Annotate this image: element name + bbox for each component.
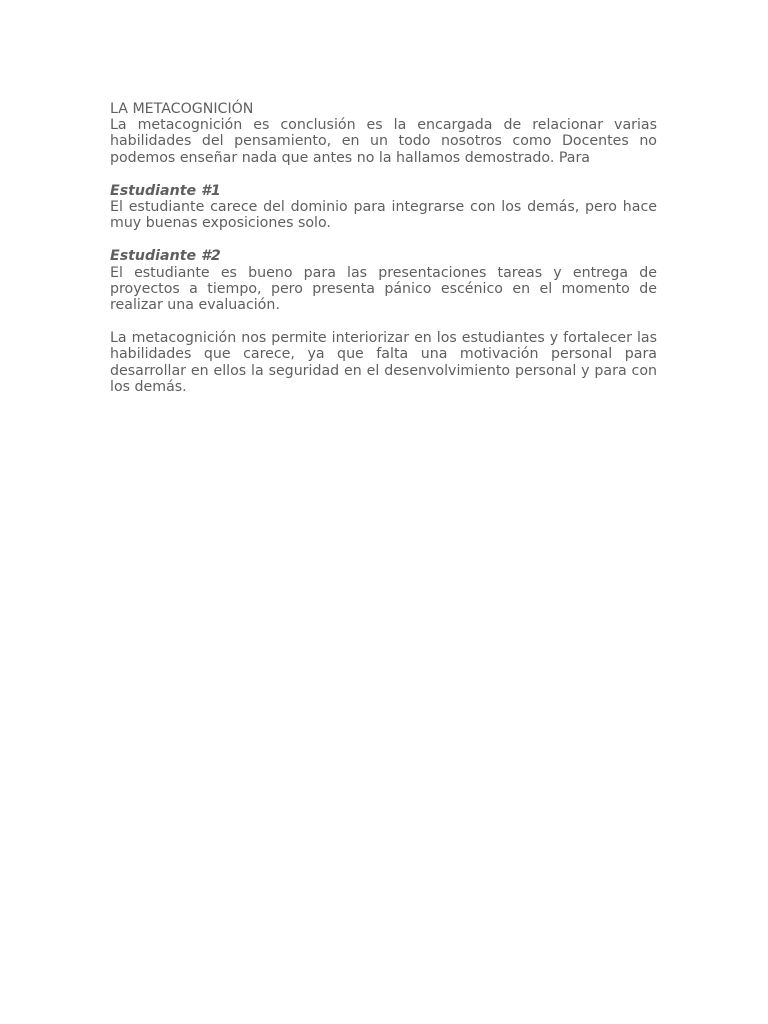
student1-paragraph: El estudiante carece del dominio para integrarse con los demás, pero hace muy buenas exposiciones solo. <box>110 199 657 232</box>
document-title: LA METACOGNICIÓN <box>110 101 254 117</box>
conclusion-paragraph: La metacognición nos permite interiorizar en los estudiantes y fortalecer las habilidades que carece, ya que falta una motivación personal para desarrollar en ellos la seguridad en el desenvolvimiento personal y para con los demás. <box>110 330 657 395</box>
student1-heading: Estudiante #1 <box>110 182 221 199</box>
intro-paragraph: La metacognición es conclusión es la encargada de relacionar varias habilidades del pensamiento, en un todo nosotros como Docentes no podemos enseñar nada que antes no la hallamos demostrado. Para <box>110 117 657 166</box>
student2-heading: Estudiante #2 <box>110 248 221 265</box>
student2-paragraph: El estudiante es bueno para las presentaciones tareas y entrega de proyectos a tiempo, pero presenta pánico escénico en el momento de realizar una evaluación. <box>110 264 657 314</box>
document-page <box>110 101 657 412</box>
